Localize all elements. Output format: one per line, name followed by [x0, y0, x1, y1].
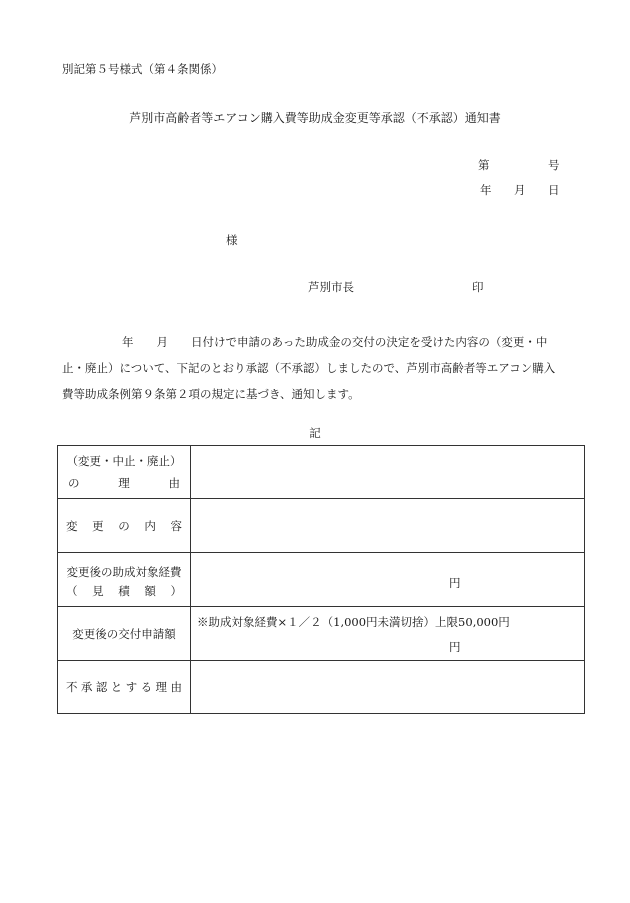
document-number-label: 第: [478, 158, 490, 172]
cost-label-char: 額: [144, 583, 156, 598]
reason-label-cell: [58, 446, 191, 499]
seal-mark: 印: [472, 280, 484, 294]
content-label-char: 容: [170, 518, 182, 533]
reject-label-char: 不: [66, 680, 78, 694]
table-row: [58, 607, 585, 661]
cost-unit: 円: [449, 576, 461, 590]
ki-heading: 記: [309, 426, 321, 440]
reject-label-cell: [58, 661, 191, 714]
reason-label-no: の: [68, 476, 80, 490]
body-line-2: 止・廃止）について、下記のとおり承認（不承認）しましたので、芦別市高齢者等エアコン購入: [62, 361, 556, 375]
details-table: [57, 445, 585, 714]
reject-label: [58, 679, 190, 695]
table-row: [58, 499, 585, 553]
reject-label-char: 由: [170, 680, 182, 694]
content-label-char: 更: [92, 518, 104, 533]
content-label: [58, 518, 190, 534]
cost-label-line1: 変更後の助成対象経費: [66, 564, 182, 579]
cost-label-cell: [58, 553, 191, 607]
reason-label-line2: [58, 472, 190, 494]
form-number: 別記第５号様式（第４条関係）: [62, 62, 223, 76]
date-year: 年: [480, 183, 492, 197]
table-row: [58, 553, 585, 607]
recipient-honorific: 様: [226, 233, 238, 247]
reason-label-yu: 由: [168, 476, 180, 490]
cost-label-char: （: [66, 583, 78, 598]
reject-label-char: と: [110, 680, 123, 694]
content-value-cell[interactable]: [191, 499, 585, 553]
content-label-cell: [58, 499, 191, 553]
cost-label-char: 見: [92, 583, 104, 598]
apply-value-cell[interactable]: [191, 607, 585, 661]
reject-value-cell[interactable]: [191, 661, 585, 714]
reject-label-char: す: [125, 680, 138, 694]
reject-label-char: 認: [95, 680, 108, 694]
table-row: [58, 446, 585, 499]
cost-value-cell[interactable]: [191, 553, 585, 607]
reject-label-char: る: [140, 680, 153, 694]
reject-label-char: 理: [155, 680, 168, 694]
sender-title: 芦別市長: [308, 280, 354, 294]
reason-label-ri: 理: [118, 476, 130, 490]
apply-label-cell: [58, 607, 191, 661]
cost-label-char: ）: [170, 583, 182, 598]
table-row: [58, 661, 585, 714]
content-label-char: の: [118, 518, 130, 533]
reason-value-cell[interactable]: [191, 446, 585, 499]
reason-label-line1: （変更・中止・廃止）: [66, 454, 182, 468]
apply-label: 変更後の交付申請額: [72, 626, 176, 641]
notice-body: [62, 329, 578, 407]
content-label-char: 内: [144, 518, 156, 533]
apply-unit: 円: [449, 640, 461, 654]
date-month: 月: [514, 183, 526, 197]
apply-note: ※助成対象経費×１／２（1,000円未満切捨）上限50,000円: [197, 615, 510, 629]
body-line-3: 費等助成条例第９条第２項の規定に基づき、通知します。: [62, 387, 360, 401]
cost-label-char: 積: [118, 583, 130, 598]
date-day: 日: [548, 183, 560, 197]
content-label-char: 変: [66, 518, 78, 533]
body-line-1: 年 月 日付けで申請のあった助成金の交付の決定を受けた内容の（変更・中: [122, 335, 548, 349]
cost-label-line2: [58, 583, 190, 599]
document-number-suffix: 号: [548, 158, 560, 172]
reject-label-char: 承: [80, 680, 93, 694]
document-title: 芦別市高齢者等エアコン購入費等助成金変更等承認（不承認）通知書: [129, 111, 501, 125]
